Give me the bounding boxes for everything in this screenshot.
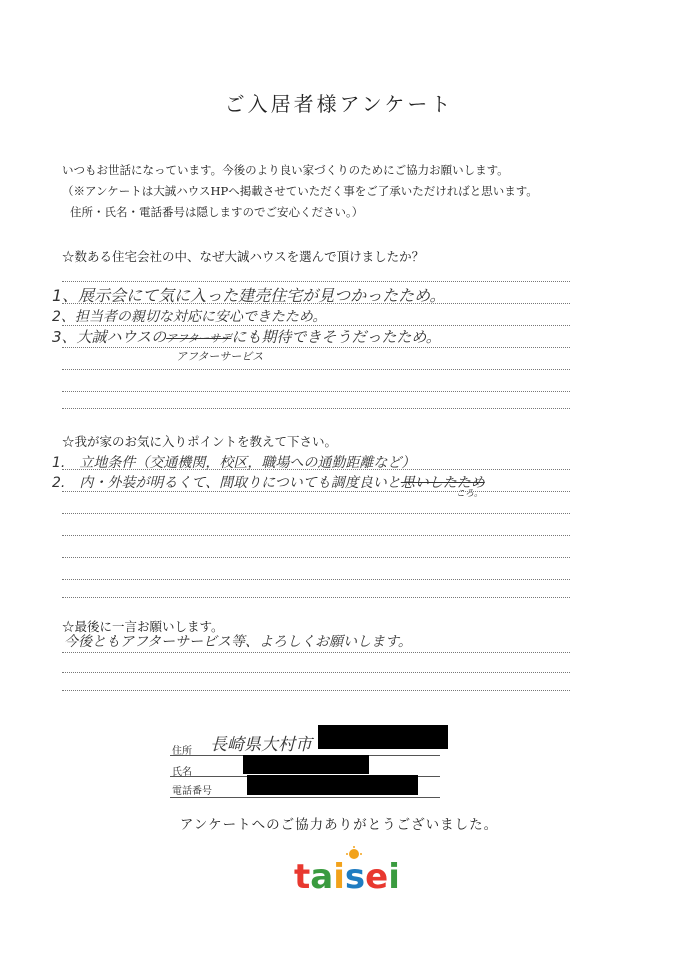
answer-line: [62, 369, 570, 370]
taisei-logo-graphic: [292, 848, 400, 898]
phone-label: 電話番号: [172, 786, 212, 797]
answer-line: [62, 672, 570, 673]
address-redaction: [318, 725, 448, 749]
answer-line: [62, 347, 570, 348]
name-redaction: [243, 755, 369, 774]
logo-letter: a: [310, 857, 334, 897]
question-2: ☆我が家のお気に入りポイントを教えて下さい。: [62, 434, 338, 449]
answer-line: [62, 557, 570, 558]
intro-line-1: いつもお世話になっています。今後のより良い家づくりのためにご協力お願いします。: [62, 163, 509, 177]
q1-answer-3-struck: アフターサデ: [166, 332, 232, 345]
q1-answer-1: 1、展示会にて気に入った建売住宅が見つかったため。: [52, 286, 446, 305]
q1-answer-3: [52, 326, 441, 347]
answer-line: [62, 535, 570, 536]
address-value: 長崎県大村市: [210, 735, 312, 755]
intro-line-2: （※アンケートは大誠ハウスHPへ掲載させていただく事をご了承いただければと思います。: [62, 184, 538, 198]
answer-line: [62, 513, 570, 514]
question-1: ☆数ある住宅会社の中、なぜ大誠ハウスを選んで頂けましたか？: [62, 249, 425, 264]
thanks-message: アンケートへのご協力ありがとうございました。: [179, 817, 499, 833]
answer-line: [62, 690, 570, 691]
page-title: ご入居者様アンケート: [224, 92, 454, 116]
logo-letter: i: [388, 857, 400, 897]
intro-line-3: 住所・氏名・電話番号は隠しますのでご安心ください。）: [70, 205, 364, 219]
phone-line: [170, 797, 440, 798]
question-3: ☆最後に一言お願いします。: [62, 619, 224, 634]
phone-redaction: [247, 775, 418, 795]
q2-answer-2-struck: 思いしたため: [400, 475, 485, 491]
address-label: 住所: [172, 746, 192, 757]
answer-line: [62, 391, 570, 392]
logo-letter: e: [365, 857, 389, 897]
logo-wordmark: [294, 857, 400, 897]
logo-letter: t: [294, 857, 311, 897]
q1-answer-2: 2、担当者の親切な対応に安心できたため。: [52, 309, 327, 325]
q2-answer-1: 1. 立地条件（交通機関，校区，職場への通勤距離など）: [52, 455, 416, 471]
name-label: 氏名: [172, 767, 192, 778]
q1-answer-3-prefix: 3、大誠ハウスの: [52, 328, 167, 346]
logo-letter: i: [333, 857, 345, 897]
q1-answer-3-correction: アフターサービス: [176, 350, 264, 363]
q1-answer-3-suffix: にも期待できそうだったため。: [231, 328, 441, 346]
q3-answer: 今後ともアフターサービス等、よろしくお願いします。: [64, 634, 412, 650]
q2-answer-2-correction: ころ。: [456, 489, 484, 499]
answer-line: [62, 281, 570, 282]
logo-letter: s: [344, 857, 366, 897]
q2-answer-2-main: 2. 内・外装が明るくて、間取りについても調度良いと: [52, 475, 401, 491]
answer-line: [62, 579, 570, 580]
taisei-logo: [292, 848, 400, 898]
answer-line: [62, 597, 570, 598]
answer-line: [62, 652, 570, 653]
q2-answer-2: [52, 472, 485, 492]
answer-line: [62, 408, 570, 409]
